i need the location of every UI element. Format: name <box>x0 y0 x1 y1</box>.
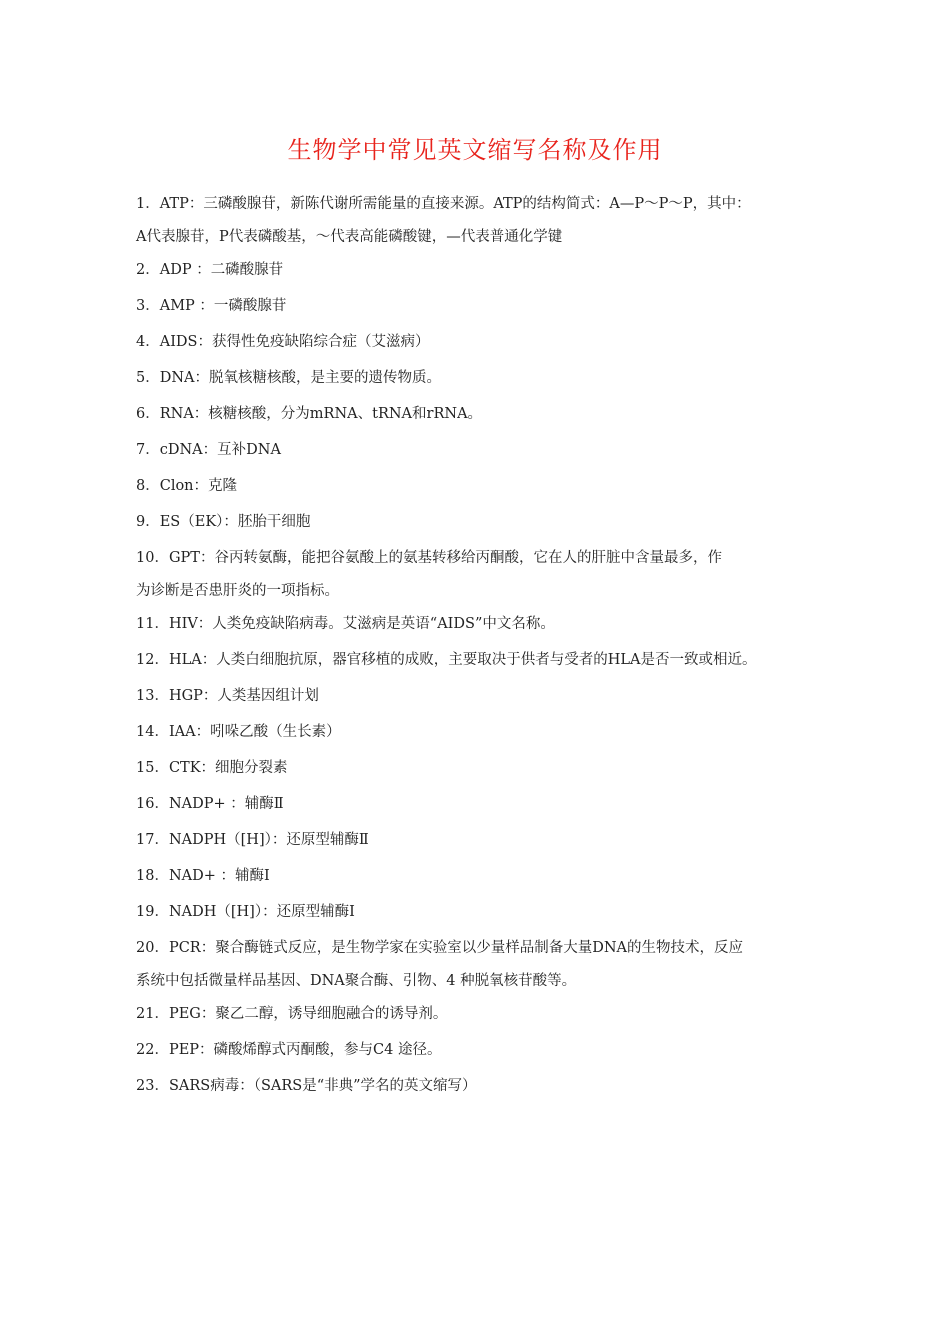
list-item-hgp: 13．HGP：人类基因组计划 <box>136 688 319 704</box>
list-item-pcr: 20．PCR：聚合酶链式反应，是生物学家在实验室以少量样品制备大量DNA的生物技术，反应 <box>136 940 744 956</box>
list-item-ctk: 15．CTK：细胞分裂素 <box>136 760 288 776</box>
list-item-cdna: 7．cDNA：互补DNA <box>136 442 281 458</box>
list-item-hla: 12．HLA：人类白细胞抗原，器官移植的成败，主要取决于供者与受者的HLA是否一致或相近。 <box>136 652 757 668</box>
abbreviation-list <box>136 186 836 1104</box>
list-item-amp: 3．AMP ：一磷酸腺苷 <box>136 298 287 314</box>
list-item-gpt: 10．GPT：谷丙转氨酶，能把谷氨酸上的氨基转移给丙酮酸，它在人的肝脏中含量最多，作 <box>136 550 722 566</box>
list-item-dna: 5．DNA：脱氧核糖核酸，是主要的遗传物质。 <box>136 370 442 386</box>
document-title: 生物学中常见英文缩写名称及作用 <box>287 136 663 164</box>
list-item-nad: 18．NAD+ ：辅酶Ⅰ <box>136 868 270 884</box>
list-item-es: 9．ES（EK）：胚胎干细胞 <box>136 514 311 530</box>
list-item-iaa: 14．IAA：吲哚乙酸（生长素） <box>136 724 341 740</box>
list-item-pep: 22．PEP：磷酸烯醇式丙酮酸，参与C4 途径。 <box>136 1042 442 1058</box>
list-item-atp: 1．ATP：三磷酸腺苷，新陈代谢所需能量的直接来源。ATP的结构简式：A—P～P～P，其中： <box>136 196 751 212</box>
list-item-nadph: 17．NADPH（[H]）：还原型辅酶Ⅱ <box>136 832 369 848</box>
list-item-aids: 4．AIDS：获得性免疫缺陷综合症（艾滋病） <box>136 334 430 350</box>
list-item-sars: 23．SARS病毒：（SARS是“非典”学名的英文缩写） <box>136 1078 477 1094</box>
list-item-hiv: 11．HIV：人类免疫缺陷病毒。艾滋病是英语“AIDS”中文名称。 <box>136 616 555 632</box>
list-item-pcr-continued: 系统中包括微量样品基因、DNA聚合酶、引物、4 种脱氧核苷酸等。 <box>136 973 577 989</box>
list-item-adp: 2．ADP ：二磷酸腺苷 <box>136 262 284 278</box>
list-item-nadp: 16．NADP+ ：辅酶Ⅱ <box>136 796 284 812</box>
list-item-peg: 21．PEG：聚乙二醇，诱导细胞融合的诱导剂。 <box>136 1006 448 1022</box>
list-item-gpt-continued: 为诊断是否患肝炎的一项指标。 <box>136 583 339 599</box>
list-item-nadh: 19．NADH（[H]）：还原型辅酶Ⅰ <box>136 904 355 920</box>
list-item-rna: 6．RNA：核糖核酸，分为mRNA、tRNA和rRNA。 <box>136 406 483 422</box>
list-item-clon: 8．Clon：克隆 <box>136 478 238 494</box>
list-item-atp-continued: A代表腺苷，P代表磷酸基，～代表高能磷酸键，—代表普通化学键 <box>136 229 563 245</box>
